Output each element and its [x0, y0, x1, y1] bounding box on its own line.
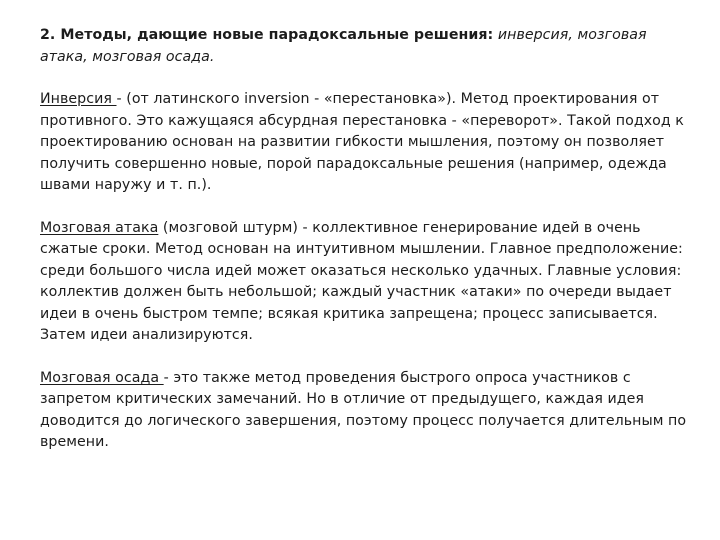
- methods-heading: [40, 25, 688, 68]
- slide-text-body: [40, 25, 688, 454]
- heading-methods-list: инверсия, мозговая атака, мозговая осада.: [40, 27, 647, 65]
- brain-siege-term: Мозговая осада: [40, 369, 164, 386]
- inversion-text: - (от латинского inversion - «перестановка»). Метод проектирования от противного. Это кажущаяся абсурдная перестановка - «переворот». Такой подход к проектированию основан на развитии гибкости мышления, поэтому он позволяет получить совершенно новые, порой парадоксальные решения (например, одежда швами наружу и т. п.).: [40, 91, 684, 193]
- brainstorm-definition: [40, 218, 688, 347]
- brainstorm-term: Мозговая атака: [40, 219, 159, 236]
- brain-siege-definition: [40, 368, 688, 454]
- inversion-definition: [40, 89, 688, 197]
- brain-siege-text: - это также метод проведения быстрого опроса участников с запретом критических замечаний. Но в отличие от предыдущего, каждая идея доводится до логического завершения, поэтому процесс получается длительным по времени.: [40, 369, 687, 450]
- brainstorm-text: (мозговой штурм) - коллективное генерирование идей в очень сжатые сроки. Метод основан на интуитивном мышлении. Главное предположение: среди большого числа идей может оказаться несколько удачных. Главные условия: коллектив должен быть небольшой; каждый участник «атаки» по очереди выдает идеи в очень быстром темпе; всякая критика запрещена; процесс записывается. Затем идеи анализируются.: [40, 219, 683, 343]
- heading-title: 2. Методы, дающие новые парадоксальные решения:: [40, 27, 494, 43]
- inversion-term: Инверсия: [40, 91, 117, 107]
